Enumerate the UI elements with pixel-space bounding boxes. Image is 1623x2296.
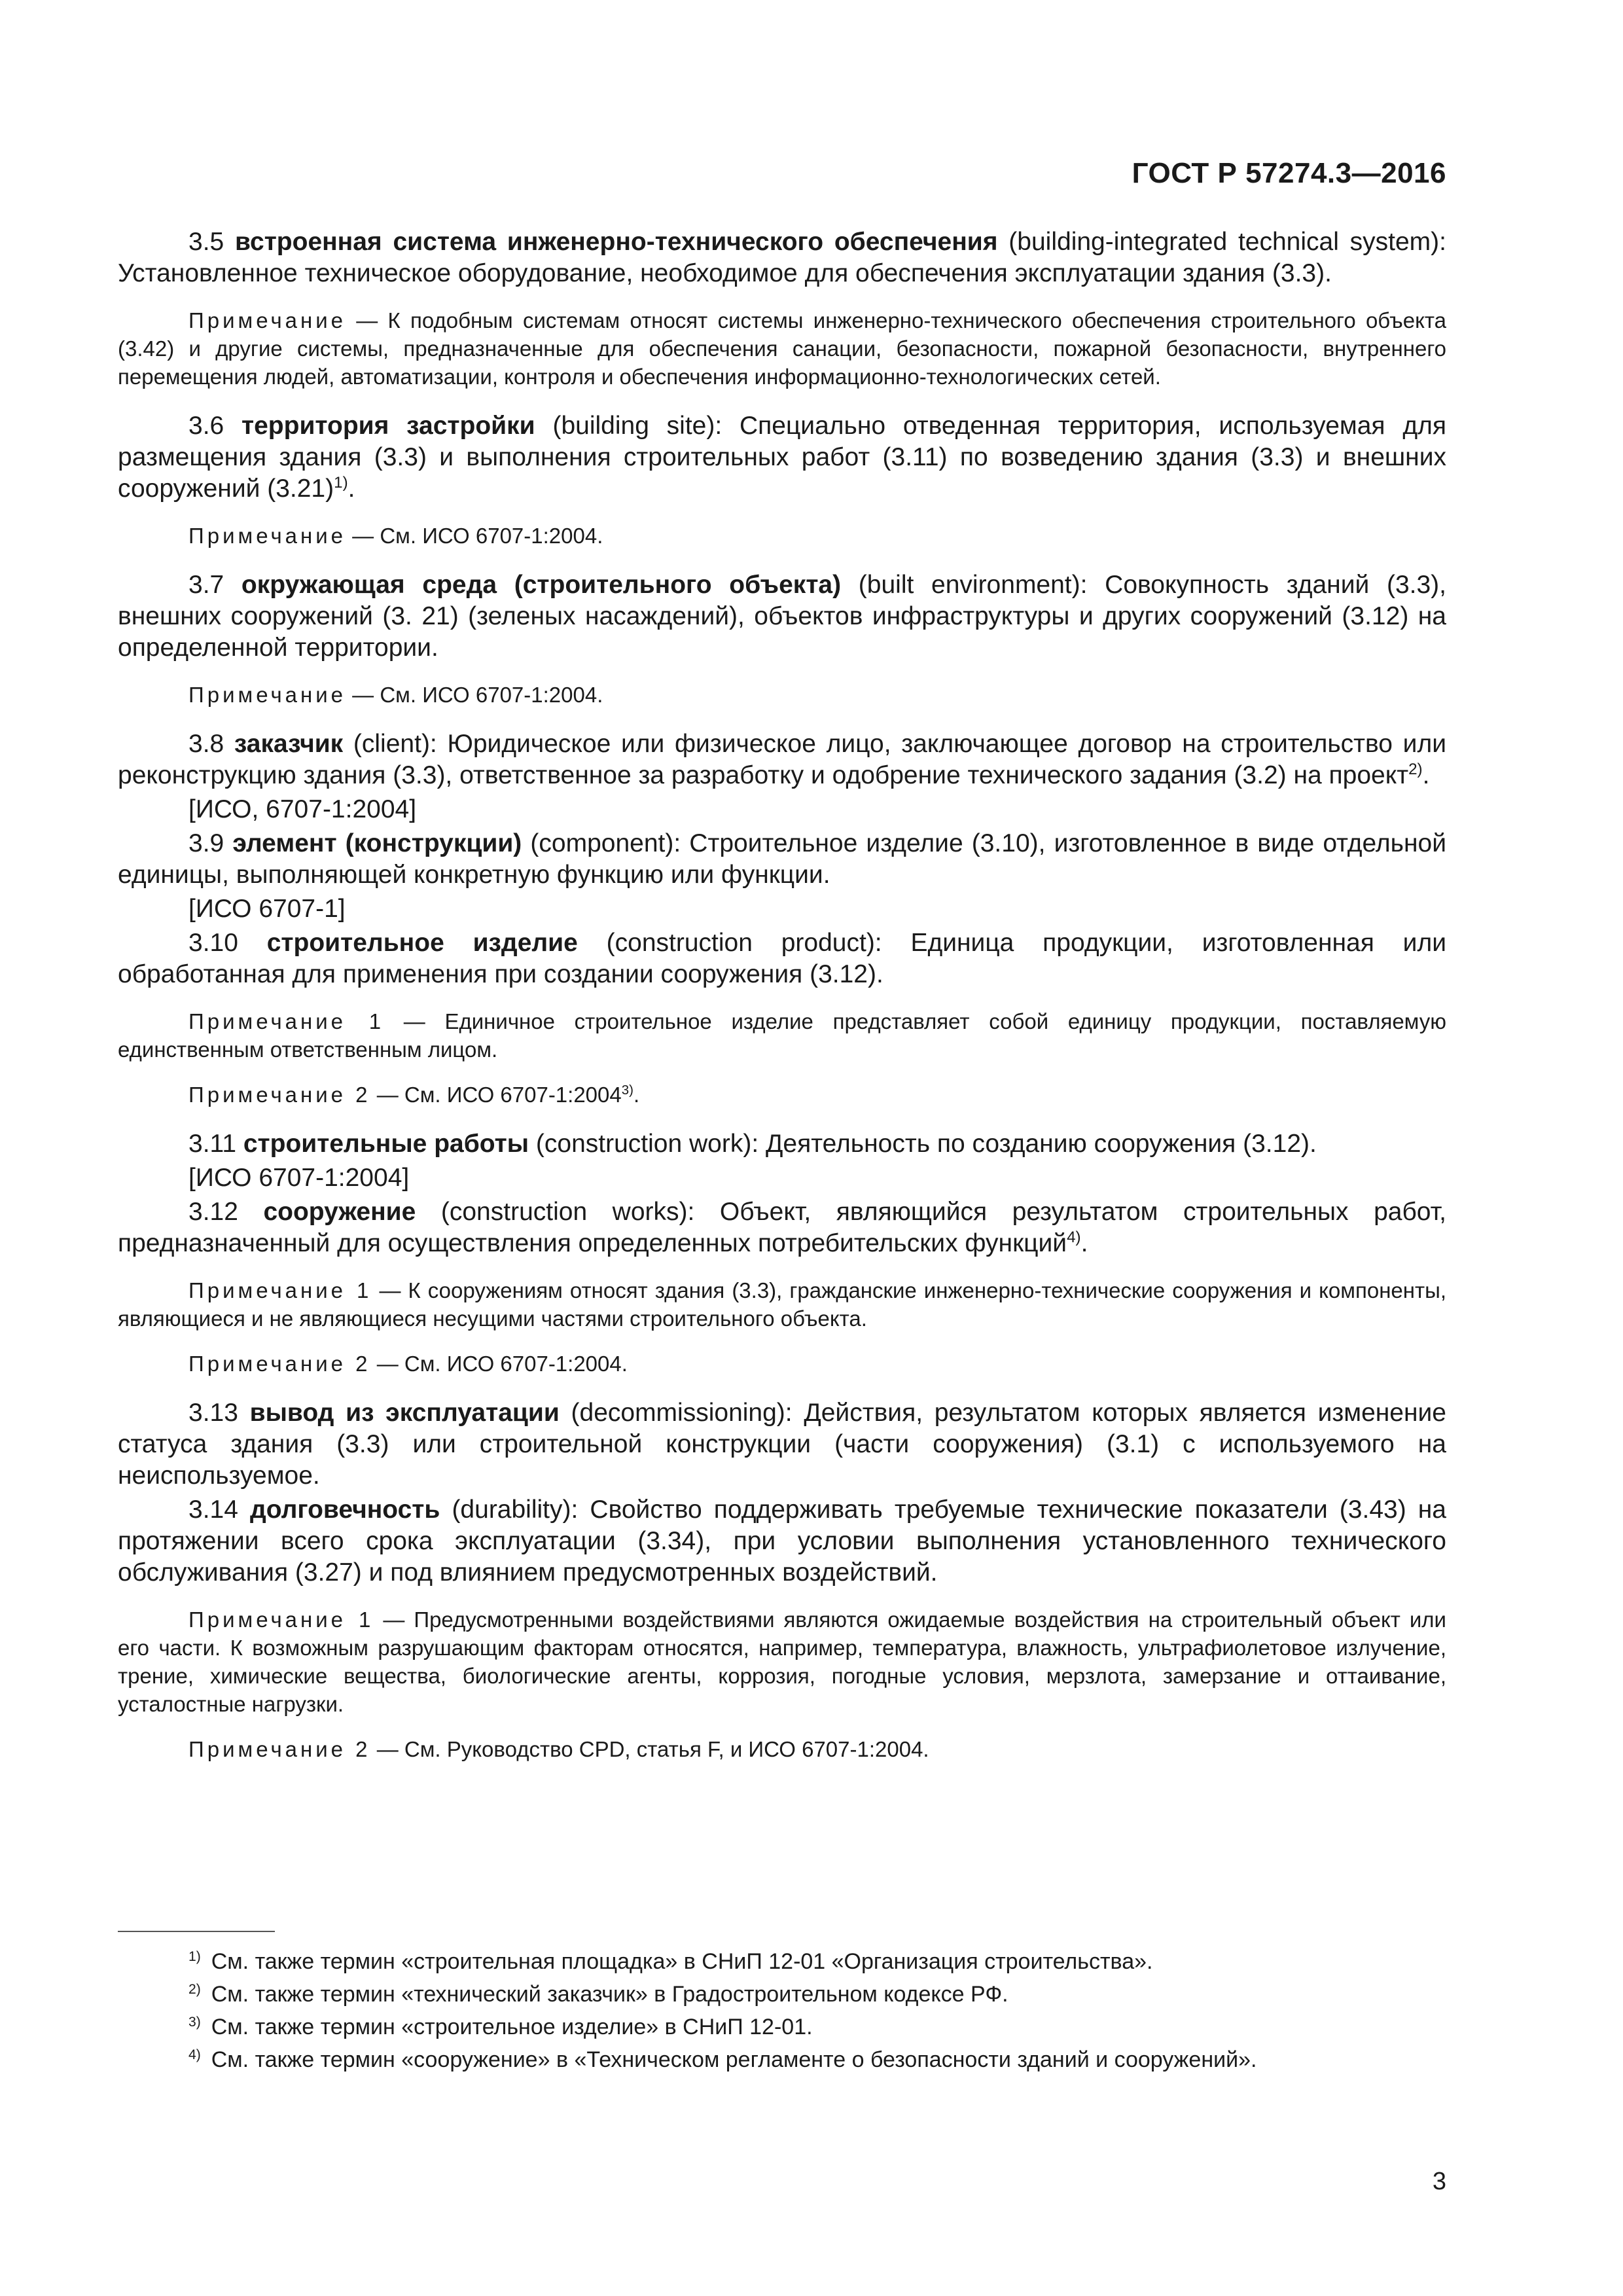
term-title: сооружение bbox=[263, 1198, 416, 1226]
footnote-text: См. также термин «строительная площадка» в СНиП 12-01 «Организация строительства». bbox=[211, 1949, 1153, 1974]
term-definition: (building site): Специально отведенная территория, используемая для размещения здания (3.3) и выполнения строительных работ (3.11) по возведению здания (3.3) и внешних сооружений (3.21) bbox=[118, 412, 1446, 503]
note-label: Примечание bbox=[188, 1352, 347, 1376]
term-definition: (construction works): Объект, являющийся результатом строительных работ, предназначенный для осуществления определенных потребительских функций bbox=[118, 1198, 1446, 1257]
term-definition: (built environment): Совокупность зданий (3.3), внешних сооружений (3. 21) (зеленых насаждений), объектов инфраструктуры и других сооружений (3.12) на определенной территории. bbox=[118, 571, 1447, 662]
source-reference: [ИСО 6707-1] bbox=[188, 895, 346, 923]
note-3-12-2: Примечание 2 — См. ИСО 6707-1:2004. bbox=[188, 1352, 628, 1376]
term-3-7 bbox=[118, 569, 1446, 664]
document-number: ГОСТ Р 57274.3—2016 bbox=[1132, 157, 1446, 189]
term-3-6: 3.6 территория застройки (building site): Специально отведенная территория, используемая для размещения здания (3.3) и выполнения строительных работ (3.11) по возведению здания (3.3) и внешних сооружений $(3.21)^{1)}$. bbox=[118, 412, 1446, 503]
note-label: Примечание bbox=[188, 1607, 347, 1632]
term-title: вывод из эксплуатации bbox=[249, 1399, 560, 1427]
note-3-6 bbox=[118, 522, 1446, 550]
note-label: Примечание bbox=[188, 1009, 347, 1033]
term-title: заказчик bbox=[234, 730, 344, 758]
note-text: — См. Руководство CPD, статья F, и ИСО 6707-1:2004. bbox=[370, 1737, 929, 1761]
footnote-text: См. также термин «технический заказчик» в Градостроительном кодексе РФ. bbox=[211, 1982, 1008, 2007]
note-text: — См. ИСО 6707-1:2004. bbox=[346, 683, 603, 707]
term-title: строительное изделие bbox=[266, 929, 578, 957]
footnote-ref: 3) bbox=[621, 1083, 633, 1098]
term-title: строительные работы bbox=[243, 1130, 529, 1158]
note-text: — См. ИСО 6707-1:2004. bbox=[346, 524, 603, 548]
note-text: — К сооружениям относят здания (3.3), гражданские инженерно-технические сооружения и компоненты, являющиеся и не являющиеся несущими частями строительного объекта. bbox=[118, 1278, 1446, 1331]
term-3-11 bbox=[118, 1128, 1446, 1160]
footnote-text: См. также термин «сооружение» в «Техническом регламенте о безопасности зданий и сооружений». bbox=[211, 2047, 1257, 2072]
term-definition: (durability): Свойство поддерживать требуемые технические показатели (3.43) на протяжении всего срока эксплуатации (3.34), при условии выполнения установленного технического обслуживания (3.27) и под влиянием предусмотренных воздействий. bbox=[118, 1496, 1446, 1587]
term-definition: (decommissioning): Действия, результатом которых является изменение статуса здания (3.3) или строительной конструкции (части сооружения) (3.1) с используемого на неиспользуемое. bbox=[118, 1399, 1446, 1490]
note-3-10-2: Примечание 2 — См. ИСО 6707-1:2004$^{3)}$. bbox=[188, 1083, 640, 1107]
term-title: долговечность bbox=[249, 1496, 440, 1524]
clause-number: 3.10 bbox=[188, 929, 238, 957]
footnote-mark: 1) bbox=[188, 1948, 201, 1964]
term-3-9 bbox=[118, 828, 1446, 891]
note-label: Примечание bbox=[188, 1737, 347, 1761]
term-definition: (building-integrated technical system): Установленное техническое оборудование, необходимое для обеспечения эксплуатации здания (3.3). bbox=[118, 228, 1446, 287]
note-3-10-1: Примечание 1 — Единичное строительное изделие представляет собой единицу продукции, поставляемую единственным ответственным лицом. bbox=[118, 1009, 1446, 1062]
note-text: — Единичное строительное изделие представляет собой единицу продукции, поставляемую единственным ответственным лицом. bbox=[118, 1009, 1446, 1062]
clause-number: 3.8 bbox=[188, 730, 224, 758]
note-label: Примечание bbox=[188, 1278, 347, 1302]
footnote-text: См. также термин «строительное изделие» в СНиП 12-01. bbox=[211, 2015, 813, 2039]
note-3-7 bbox=[118, 681, 1446, 709]
term-title: окружающая среда (строительного объекта) bbox=[241, 571, 842, 599]
term-3-13 bbox=[118, 1397, 1446, 1492]
page-number: 3 bbox=[1432, 2168, 1446, 2195]
footnote-1 bbox=[118, 1945, 1446, 1978]
clause-number: 3.11 bbox=[188, 1130, 237, 1158]
note-text: — Предусмотренными воздействиями являются ожидаемые воздействия на строительный объект или его части. К возможным разрушающим факторам относятся, например, температура, влажность, ультрафиолетовое излучение, трение, химические вещества, биологические агенты, коррозия, погодные условия, мерзлота, замерзание и оттаивание, усталостные нагрузки. bbox=[118, 1607, 1446, 1716]
term-title: территория застройки bbox=[241, 412, 535, 440]
note-label: Примечание bbox=[188, 524, 347, 548]
term-3-14 bbox=[118, 1494, 1446, 1588]
term-3-10 bbox=[118, 927, 1446, 990]
term-3-12: 3.12 сооружение (construction works): Объект, являющийся результатом строительных работ, предназначенный для осуществления определенных потребительских функций$^{4)}$. bbox=[118, 1198, 1446, 1257]
footnote-mark: 4) bbox=[188, 2047, 201, 2062]
term-title: встроенная система инженерно-технического обеспечения bbox=[235, 228, 998, 256]
term-3-8: 3.8 заказчик (client): Юридическое или физическое лицо, заключающее договор на строительство или реконструкцию здания (3.3), ответственное за разработку и одобрение технического задания (3.2) на проект$^{2)}$. bbox=[118, 730, 1446, 789]
footnotes bbox=[118, 1945, 1446, 2076]
footnote-ref: 1) bbox=[334, 474, 348, 492]
clause-number: 3.7 bbox=[188, 571, 224, 599]
clause-number: 3.14 bbox=[188, 1496, 238, 1524]
term-definition: (construction work): Деятельность по созданию сооружения (3.12). bbox=[529, 1130, 1317, 1158]
note-3-14-2: Примечание 2 — См. Руководство CPD, статья F, и ИСО 6707-1:2004. bbox=[188, 1737, 929, 1761]
clause-number: 3.9 bbox=[188, 829, 224, 857]
footnote-ref: 2) bbox=[1408, 761, 1423, 778]
term-title: элемент (конструкции) bbox=[232, 829, 522, 857]
clause-number: 3.13 bbox=[188, 1399, 238, 1427]
note-3-12-1: Примечание 1 — К сооружениям относят здания (3.3), гражданские инженерно-технические сооружения и компоненты, являющиеся и не являющиеся несущими частями строительного объекта. bbox=[118, 1278, 1446, 1331]
footnote-mark: 2) bbox=[188, 1981, 201, 1997]
term-3-5 bbox=[118, 226, 1446, 289]
term-definition: (component): Строительное изделие (3.10), изготовленное в виде отдельной единицы, выполняющей конкретную функцию или функции. bbox=[118, 829, 1446, 889]
footnote-ref: 4) bbox=[1067, 1229, 1081, 1246]
note-text: — См. ИСО 6707-1:2004 bbox=[370, 1083, 622, 1107]
note-3-14-1: Примечание 1 — Предусмотренными воздействиями являются ожидаемые воздействия на строительный объект или его части. К возможным разрушающим факторам относятся, например, температура, влажность, ультрафиолетовое излучение, трение, химические вещества, биологические агенты, коррозия, погодные условия, мерзлота, замерзание и оттаивание, усталостные нагрузки. bbox=[118, 1607, 1446, 1716]
source-reference: [ИСО 6707-1:2004] bbox=[188, 1164, 410, 1192]
clause-number: 3.12 bbox=[188, 1198, 238, 1226]
footnote-4 bbox=[118, 2043, 1446, 2076]
footnote-2 bbox=[118, 1978, 1446, 2011]
document-body bbox=[118, 226, 1446, 1763]
clause-number: 3.6 bbox=[188, 412, 224, 440]
note-label: Примечание bbox=[188, 1083, 347, 1107]
clause-number: 3.5 bbox=[188, 228, 224, 256]
note-3-5 bbox=[118, 306, 1446, 391]
footnote-divider bbox=[118, 1931, 275, 1932]
note-label: Примечание bbox=[188, 683, 347, 707]
term-definition: (construction product): Единица продукции, изготовленная или обработанная для применения при создании сооружения (3.12). bbox=[118, 929, 1446, 988]
term-definition: (client): Юридическое или физическое лицо, заключающее договор на строительство или реконструкцию здания (3.3), ответственное за разработку и одобрение технического задания (3.2) на проект bbox=[118, 730, 1446, 789]
footnote-3 bbox=[118, 2011, 1446, 2043]
note-label: Примечание bbox=[188, 308, 347, 332]
source-reference: [ИСО, 6707-1:2004] bbox=[188, 795, 417, 823]
note-text: — К подобным системам относят системы инженерно-технического обеспечения строительного объекта (3.42) и другие системы, предназначенные для обеспечения санации, безопасности, пожарной безопасности, внутреннего перемещения людей, автоматизации, контроля и обеспечения информационно-технологических сетей. bbox=[118, 308, 1446, 389]
note-text: — См. ИСО 6707-1:2004. bbox=[370, 1352, 628, 1376]
footnote-mark: 3) bbox=[188, 2014, 201, 2030]
